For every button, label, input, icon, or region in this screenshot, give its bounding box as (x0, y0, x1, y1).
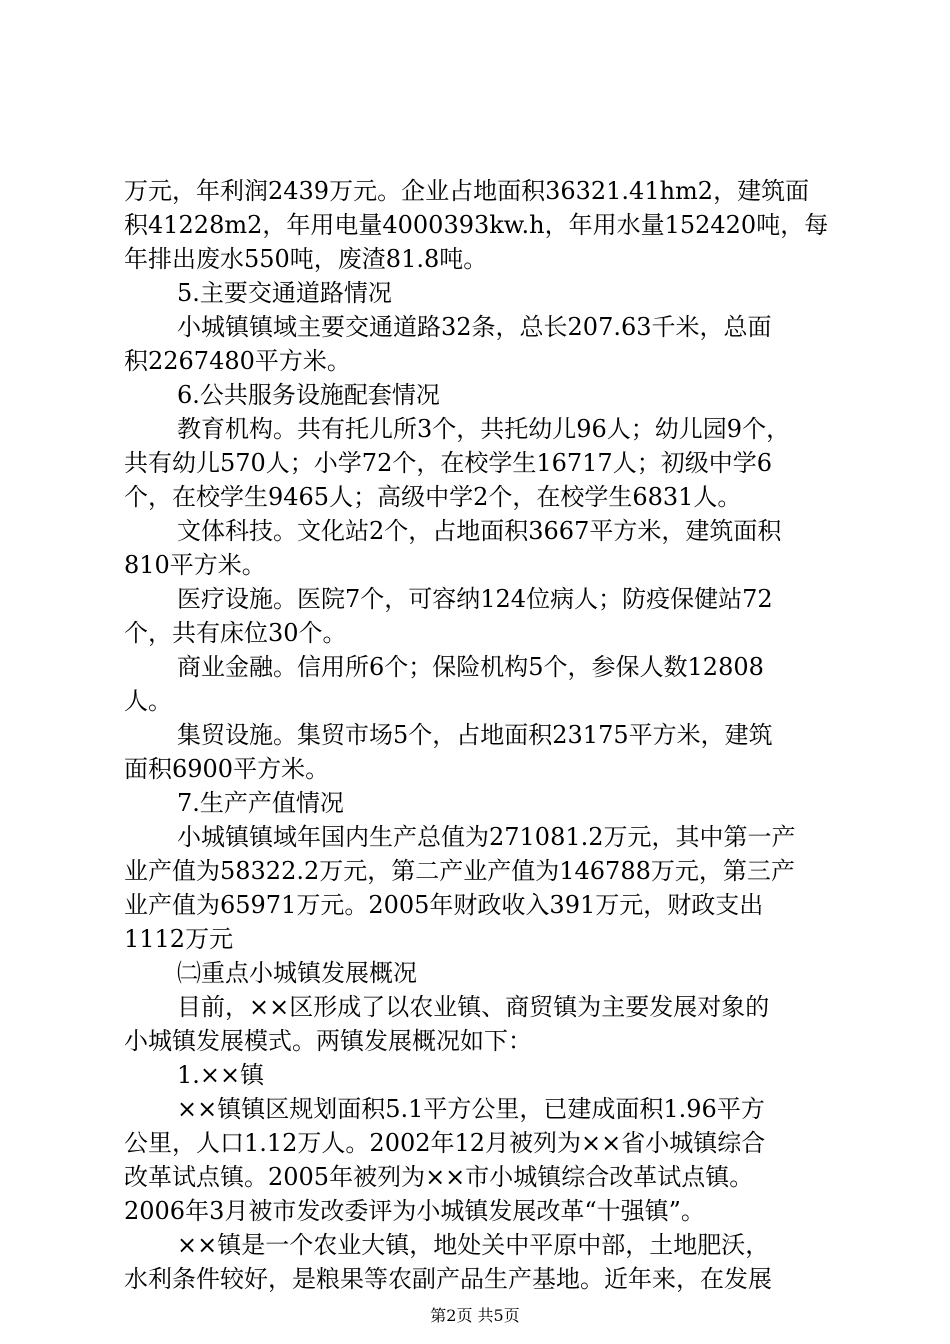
paragraph-start: 医疗设施。医院7个，可容纳124位病人；防疫保健站72 (177, 585, 773, 613)
section-heading: 1.××镇 (177, 1061, 265, 1089)
paragraph-start: 小城镇镇域年国内生产总值为271081.2万元，其中第一产 (177, 823, 796, 851)
text-line: 个，共有床位30个。 (124, 619, 347, 647)
paragraph-start: 教育机构。共有托儿所3个，共托幼儿96人；幼儿园9个， (177, 415, 791, 443)
text-line: 人。 (124, 687, 172, 715)
paragraph-start: ××镇镇区规划面积5.1平方公里，已建成面积1.96平方 (177, 1095, 765, 1123)
paragraph-start: ××镇是一个农业大镇，地处关中平原中部，土地肥沃， (177, 1231, 770, 1259)
text-line: 1112万元 (124, 925, 234, 953)
text-line: 共有幼儿570人；小学72个，在校学生16717人；初级中学6 (124, 449, 772, 477)
section-heading: 5.主要交通道路情况 (177, 279, 392, 307)
section-heading: 6.公共服务设施配套情况 (177, 381, 440, 409)
text-line: 水利条件较好，是粮果等农副产品生产基地。近年来，在发展 (124, 1265, 772, 1293)
text-line: 积41228m2，年用电量4000393kw.h，年用水量152420吨，每 (124, 211, 829, 239)
text-line: 万元，年利润2439万元。企业占地面积36321.41hm2，建筑面 (124, 177, 810, 205)
text-line: 2006年3月被市发改委评为小城镇发展改革“十强镇”。 (124, 1197, 705, 1225)
text-line: 面积6900平方米。 (124, 755, 330, 783)
text-line: 业产值为65971万元。2005年财政收入391万元，财政支出 (124, 891, 764, 919)
paragraph-start: 集贸设施。集贸市场5个，占地面积23175平方米，建筑 (177, 721, 773, 749)
text-line: 个，在校学生9465人；高级中学2个，在校学生6831人。 (124, 483, 742, 511)
paragraph-start: 小城镇镇域主要交通道路32条，总长207.63千米，总面 (177, 313, 772, 341)
paragraph-start: 文体科技。文化站2个，占地面积3667平方米，建筑面积 (177, 517, 782, 545)
paragraph-start: 商业金融。信用所6个；保险机构5个，参保人数12808 (177, 653, 764, 681)
paragraph-start: 目前，××区形成了以农业镇、商贸镇为主要发展对象的 (177, 993, 770, 1021)
text-line: 积2267480平方米。 (124, 347, 351, 375)
text-line: 年排出废水550吨，废渣81.8吨。 (124, 245, 488, 273)
section-heading: ㈡重点小城镇发展概况 (177, 959, 417, 987)
page-footer: 第2页 共5页 (430, 1306, 520, 1325)
text-line: 810平方米。 (124, 551, 266, 579)
section-heading: 7.生产产值情况 (177, 789, 344, 817)
text-line: 改革试点镇。2005年被列为××市小城镇综合改革试点镇。 (124, 1163, 754, 1191)
text-line: 业产值为58322.2万元，第二产业产值为146788万元，第三产 (124, 857, 795, 885)
text-line: 小城镇发展模式。两镇发展概况如下： (124, 1027, 532, 1055)
text-line: 公里，人口1.12万人。2002年12月被列为××省小城镇综合 (124, 1129, 766, 1157)
